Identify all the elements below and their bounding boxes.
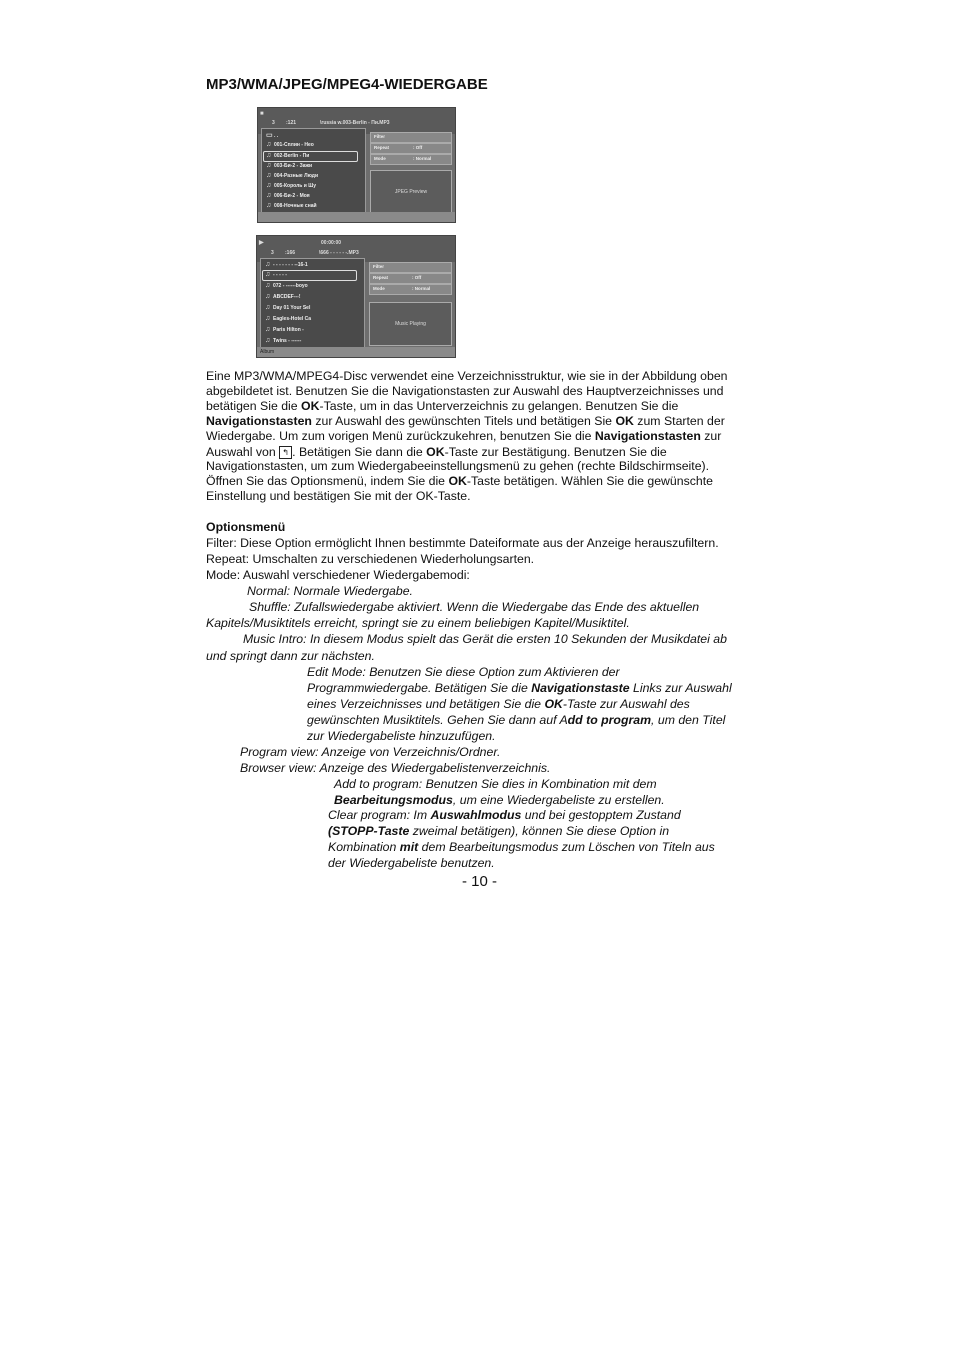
list-item[interactable]: ♫ 004-Разные Люди [266, 172, 319, 179]
shuffle-desc-2: Kapitels/Musiktitels erreicht, springt sie zu einem beliebigen Kapitel/Musiktitel. [206, 616, 630, 630]
repeat-option[interactable]: Repeat : Off [370, 143, 452, 154]
list-item[interactable]: ♫ Paris Hilton - [265, 326, 304, 333]
screenshot-music-playing [256, 235, 456, 358]
clear-desc-4: der Wiedergabeliste benutzen. [328, 856, 495, 870]
intro-line-4: Navigationstasten zur Auswahl des gewünschten Titels und betätigen Sie OK zum Starten der [206, 414, 725, 428]
preview-area: JPEG Preview [370, 170, 452, 214]
program-view-desc: Program view: Anzeige von Verzeichnis/Ordner. [240, 745, 501, 759]
intro-line-5: Wiedergabe. Um zum vorigen Menü zurückzukehren, benutzen Sie die Navigationstasten zur [206, 429, 722, 443]
list-item[interactable]: ♫ Eagles-Hotel Ca [265, 315, 312, 322]
options-pane [367, 260, 454, 348]
list-item[interactable]: ♫ 003-Би-2 - Зажи [266, 162, 313, 169]
list-item[interactable]: ♫ 005-Король и Шу [266, 182, 317, 189]
clear-desc-3: Kombination mit dem Bearbeitungsmodus zum Löschen von Titeln aus [328, 840, 715, 854]
list-item[interactable]: ♫ 002-Berlin - Пи [266, 152, 310, 159]
music-note-icon: ♫ [265, 304, 271, 311]
page-number: - 10 - [462, 873, 498, 890]
screenshot-jpeg-preview [257, 107, 456, 223]
file-list [260, 258, 365, 348]
browser-view-desc: Browser view: Anzeige des Wiedergabelistenverzeichnis. [240, 761, 551, 775]
intro-desc-1: Music Intro: In diesem Modus spielt das Gerät die ersten 10 Sekunden der Musikdatei ab [243, 632, 727, 646]
options-pane [368, 130, 454, 214]
mode-option[interactable]: Mode : Normal [369, 284, 452, 295]
edit-desc-4: gewünschten Musiktitels. Gehen Sie dann auf Add to program, um den Titel [307, 713, 726, 727]
intro-line-9: Einstellung und bestätigen Sie mit der OK-Taste. [206, 489, 471, 503]
intro-line-6: Auswahl von ↰ . Betätigen Sie dann die OK-Taste zur Bestätigung. Benutzen Sie die [206, 445, 667, 459]
list-item[interactable]: ♫ - - - - - [265, 271, 287, 278]
list-item[interactable]: ▭. . [266, 132, 279, 139]
shuffle-desc-1: Shuffle: Zufallswiedergabe aktiviert. Wenn die Wiedergabe das Ende des aktuellen [249, 600, 700, 614]
preview-area: Music Playing [369, 302, 452, 346]
clear-desc-2: (STOPP-Taste zweimal betätigen), können Sie diese Option in [328, 824, 670, 838]
screen-bottom-bar [257, 347, 455, 357]
music-note-icon: ♫ [266, 152, 272, 159]
intro-line-7: Navigationstasten, um zum Wiedergabeeinstellungsmenü zu gehen (rechte Bildschirmseite). [206, 459, 710, 473]
clear-desc-1: Clear program: Im Auswahlmodus und bei gestopptem Zustand [328, 808, 681, 822]
intro-line-8: Öffnen Sie das Optionsmenü, indem Sie die OK-Taste betätigen. Wählen Sie die gewünschte [206, 474, 713, 488]
play-time: 00:00:00 [321, 240, 342, 246]
intro-desc-2: und springt dann zur nächsten. [206, 649, 375, 663]
list-item[interactable]: ♫ 006-Би-2 - Моя [266, 192, 310, 199]
list-item[interactable]: ♫ - - - - - - - --16-1 [265, 261, 308, 268]
repeat-option[interactable]: Repeat : Off [369, 273, 452, 284]
music-note-icon: ♫ [266, 162, 272, 169]
list-item[interactable]: ♫ Twins - ------ [265, 337, 302, 344]
filter-option[interactable]: Filter [369, 262, 452, 273]
album-label: Album [260, 349, 275, 355]
list-item[interactable]: ♫ 008-Ночные снай [266, 202, 317, 209]
music-note-icon: ♫ [266, 141, 272, 148]
add-desc-2: Bearbeitungsmodus, um eine Wiedergabeliste zu erstellen. [334, 793, 665, 807]
music-note-icon: ♫ [265, 261, 271, 268]
track-count: :121 [286, 120, 297, 126]
list-item[interactable]: ♫ 072 - ------boyo [265, 282, 308, 289]
edit-desc-1: Edit Mode: Benutzen Sie diese Option zum Aktivieren der [307, 665, 620, 679]
filter-option[interactable]: Filter [370, 132, 452, 143]
folder-icon: ▭ [266, 132, 273, 139]
intro-line-3: betätigen Sie die OK-Taste, um in das Unterverzeichnis zu gelangen. Benutzen Sie die [206, 399, 679, 413]
intro-line-2: abgebildetet ist. Benutzen Sie die Navigationstasten zur Auswahl des Hauptverzeichnisses und [206, 384, 724, 398]
music-note-icon: ♫ [266, 172, 272, 179]
music-note-icon: ♫ [265, 282, 271, 289]
music-note-icon: ♫ [265, 271, 271, 278]
music-note-icon: ♫ [265, 293, 271, 300]
file-list [261, 128, 366, 215]
music-note-icon: ♫ [266, 202, 272, 209]
add-desc-1: Add to program: Benutzen Sie dies in Kombination mit dem [334, 777, 657, 791]
file-path: \666 - - - - - -.MP3 [319, 250, 359, 256]
music-note-icon: ♫ [265, 315, 271, 322]
edit-desc-5: zur Wiedergabeliste hinzuzufügen. [307, 729, 496, 743]
options-title: Optionsmenü [206, 520, 286, 534]
list-item[interactable]: ♫ 001-Сплин - Нео [266, 141, 314, 148]
normal-desc: Normal: Normale Wiedergabe. [247, 584, 413, 598]
intro-line-1: Eine MP3/WMA/MPEG4-Disc verwendet eine Verzeichnisstruktur, wie sie in der Abbildung oben [206, 369, 728, 383]
screen-bottom-bar [258, 212, 455, 222]
music-note-icon: ♫ [266, 182, 272, 189]
filter-desc: Filter: Diese Option ermöglicht Ihnen bestimmte Dateiformate aus der Anzeige herauszufiltern. [206, 536, 719, 550]
screen-top-bar: ■ 3 :121 \russia w.003-Berlin - Пи.MP3 [258, 108, 455, 134]
music-note-icon: ♫ [265, 326, 271, 333]
edit-desc-3: eines Verzeichnisses und betätigen Sie die OK-Taste zur Auswahl des [307, 697, 690, 711]
page-title: MP3/WMA/JPEG/MPEG4-WIEDERGABE [206, 76, 488, 93]
track-number: 3 [272, 120, 275, 126]
list-item[interactable]: ♫ ABCDEF---! [265, 293, 301, 300]
track-number: 3 [271, 250, 274, 256]
music-note-icon: ♫ [266, 192, 272, 199]
mode-desc: Mode: Auswahl verschiedener Wiedergabemodi: [206, 568, 470, 582]
repeat-desc: Repeat: Umschalten zu verschiedenen Wiederholungsarten. [206, 552, 535, 566]
file-path: \russia w.003-Berlin - Пи.MP3 [320, 120, 390, 126]
edit-desc-2: Programmwiedergabe. Betätigen Sie die Navigationstaste Links zur Auswahl [307, 681, 732, 695]
music-note-icon: ♫ [265, 337, 271, 344]
track-count: :166 [285, 250, 296, 256]
mode-option[interactable]: Mode : Normal [370, 154, 452, 165]
list-item[interactable]: ♫ Day 01 Your Sel [265, 304, 311, 311]
back-folder-icon: ↰ [279, 446, 292, 459]
screen-top-bar: ▶ 00:00:00 3 :166 \666 - - - - - -.MP3 [257, 236, 455, 262]
